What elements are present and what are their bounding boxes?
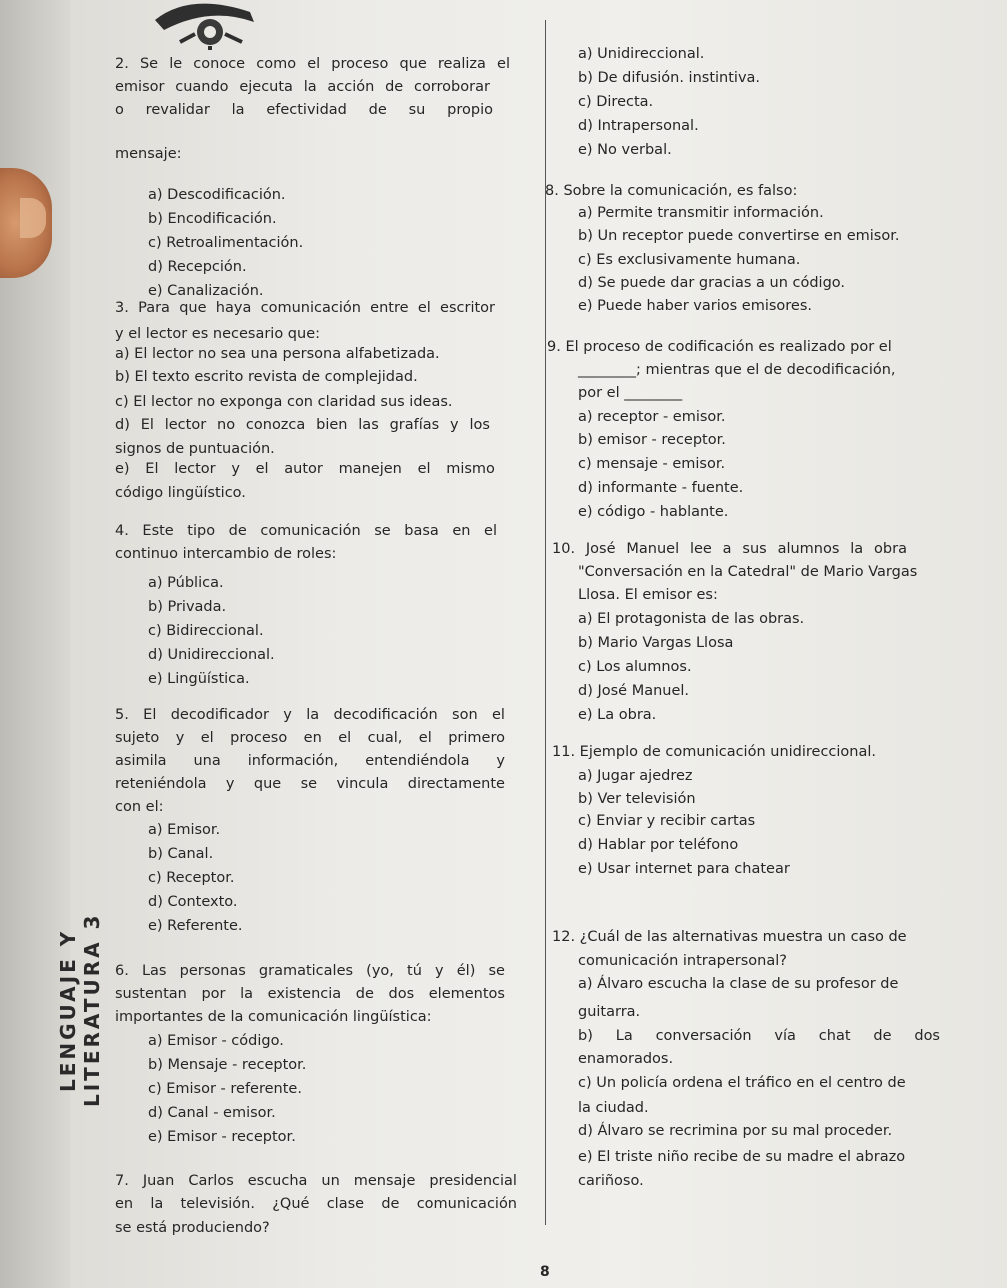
right-text-line: c) Los alumnos.	[578, 659, 692, 675]
left-text-line: sustentan por la existencia de dos elementos	[115, 986, 505, 1002]
left-text-line: c) El lector no exponga con claridad sus ideas.	[115, 394, 453, 410]
left-text-line: a) Pública.	[148, 575, 224, 591]
left-text-line: 7. Juan Carlos escucha un mensaje presidencial	[115, 1173, 517, 1189]
right-text-line: c) mensaje - emisor.	[578, 456, 726, 472]
right-text-line: c) Enviar y recibir cartas	[578, 813, 756, 829]
left-text-line: b) Mensaje - receptor.	[148, 1057, 307, 1073]
left-text-line: c) Retroalimentación.	[148, 235, 304, 251]
left-text-line: mensaje:	[115, 146, 182, 162]
left-text-line: código lingüístico.	[115, 485, 246, 501]
right-text-line: e) El triste niño recibe de su madre el abrazo	[578, 1149, 906, 1165]
left-text-line: b) Encodificación.	[148, 211, 277, 227]
right-text-line: b) emisor - receptor.	[578, 432, 726, 448]
left-text-line: d) Canal - emisor.	[148, 1105, 276, 1121]
right-text-line: c) Un policía ordena el tráfico en el centro de	[578, 1075, 906, 1091]
left-text-line: emisor cuando ejecuta la acción de corroborar	[115, 79, 490, 95]
right-text-line: d) Se puede dar gracias a un código.	[578, 275, 846, 291]
right-text-line: enamorados.	[578, 1051, 674, 1067]
right-text-line: guitarra.	[578, 1004, 641, 1020]
left-text-line: con el:	[115, 799, 164, 815]
left-text-line: b) El texto escrito revista de complejidad.	[115, 369, 418, 385]
right-text-line: e) Usar internet para chatear	[578, 861, 790, 877]
right-text-line: 8. Sobre la comunicación, es falso:	[545, 183, 798, 199]
left-text-line: o revalidar la efectividad de su propio	[115, 102, 493, 118]
right-text-line: e) No verbal.	[578, 142, 672, 158]
left-text-line: d) El lector no conozca bien las grafías y los	[115, 417, 490, 433]
thumb-nail	[20, 198, 46, 238]
column-divider	[545, 20, 546, 1225]
right-text-line: a) Permite transmitir información.	[578, 205, 824, 221]
right-text-line: b) Un receptor puede convertirse en emisor.	[578, 228, 900, 244]
right-text-line: b) Mario Vargas Llosa	[578, 635, 734, 651]
right-text-line: 10. José Manuel lee a sus alumnos la obra	[552, 541, 907, 557]
side-book-title: LENGUAJE Y LITERATURA 3	[56, 912, 104, 1108]
right-text-line: c) Es exclusivamente humana.	[578, 252, 801, 268]
left-text-line: 3. Para que haya comunicación entre el escritor	[115, 300, 495, 316]
left-text-line: asimila una información, entendiéndola y	[115, 753, 505, 769]
right-text-line: d) Hablar por teléfono	[578, 837, 739, 853]
left-text-line: b) Privada.	[148, 599, 227, 615]
left-text-line: continuo intercambio de roles:	[115, 546, 337, 562]
left-text-line: a) Emisor.	[148, 822, 221, 838]
left-text-line: e) Canalización.	[148, 283, 264, 299]
right-text-line: 9. El proceso de codificación es realizado por el	[547, 339, 892, 355]
left-text-line: a) El lector no sea una persona alfabetizada.	[115, 346, 440, 362]
left-text-line: se está produciendo?	[115, 1220, 270, 1236]
right-text-line: e) código - hablante.	[578, 504, 729, 520]
left-text-line: c) Emisor - referente.	[148, 1081, 302, 1097]
right-text-line: d) José Manuel.	[578, 683, 690, 699]
right-text-line: c) Directa.	[578, 94, 654, 110]
right-text-line: "Conversación en la Catedral" de Mario Vargas	[578, 564, 918, 580]
left-text-line: 6. Las personas gramaticales (yo, tú y él) se	[115, 963, 505, 979]
left-text-line: e) Referente.	[148, 918, 243, 934]
right-text-line: Llosa. El emisor es:	[578, 587, 718, 603]
right-text-line: e) La obra.	[578, 707, 657, 723]
left-text-line: importantes de la comunicación lingüística:	[115, 1009, 432, 1025]
right-text-line: b) De difusión. instintiva.	[578, 70, 761, 86]
left-text-line: d) Contexto.	[148, 894, 238, 910]
sun-logo-icon	[150, 0, 260, 50]
right-text-line: b) La conversación vía chat de dos	[578, 1028, 940, 1044]
left-text-line: e) El lector y el autor manejen el mismo	[115, 461, 495, 477]
left-text-line: c) Bidireccional.	[148, 623, 264, 639]
left-text-line: y el lector es necesario que:	[115, 326, 320, 342]
right-text-line: e) Puede haber varios emisores.	[578, 298, 813, 314]
right-text-line: la ciudad.	[578, 1100, 649, 1116]
right-text-line: d) Álvaro se recrimina por su mal proceder.	[578, 1123, 893, 1139]
right-text-line: comunicación intrapersonal?	[578, 953, 787, 969]
right-text-line: d) informante - fuente.	[578, 480, 744, 496]
right-text-line: a) Jugar ajedrez	[578, 768, 693, 784]
left-text-line: signos de puntuación.	[115, 441, 275, 457]
right-text-line: por el ________	[578, 385, 683, 401]
left-text-line: e) Emisor - receptor.	[148, 1129, 296, 1145]
right-text-line: cariñoso.	[578, 1173, 644, 1189]
left-text-line: sujeto y el proceso en el cual, el primero	[115, 730, 505, 746]
right-text-line: a) Álvaro escucha la clase de su profesor de	[578, 976, 899, 992]
left-text-line: a) Descodificación.	[148, 187, 286, 203]
left-text-line: en la televisión. ¿Qué clase de comunicación	[115, 1196, 517, 1212]
right-text-line: b) Ver televisión	[578, 791, 696, 807]
left-text-line: d) Recepción.	[148, 259, 247, 275]
left-text-line: d) Unidireccional.	[148, 647, 275, 663]
left-text-line: a) Emisor - código.	[148, 1033, 284, 1049]
right-text-line: a) receptor - emisor.	[578, 409, 726, 425]
right-text-line: d) Intrapersonal.	[578, 118, 699, 134]
left-text-line: 2. Se le conoce como el proceso que realiza el	[115, 56, 510, 72]
right-text-line: ________; mientras que el de decodificación,	[578, 362, 896, 378]
page-number: 8	[540, 1264, 550, 1280]
left-text-line: e) Lingüística.	[148, 671, 250, 687]
left-text-line: 4. Este tipo de comunicación se basa en el	[115, 523, 497, 539]
right-text-line: 11. Ejemplo de comunicación unidireccional.	[552, 744, 877, 760]
right-text-line: a) Unidireccional.	[578, 46, 705, 62]
left-text-line: reteniéndola y que se vincula directamente	[115, 776, 505, 792]
left-text-line: b) Canal.	[148, 846, 214, 862]
right-text-line: 12. ¿Cuál de las alternativas muestra un caso de	[552, 929, 907, 945]
left-text-line: c) Receptor.	[148, 870, 235, 886]
left-text-line: 5. El decodificador y la decodificación son el	[115, 707, 505, 723]
right-text-line: a) El protagonista de las obras.	[578, 611, 805, 627]
